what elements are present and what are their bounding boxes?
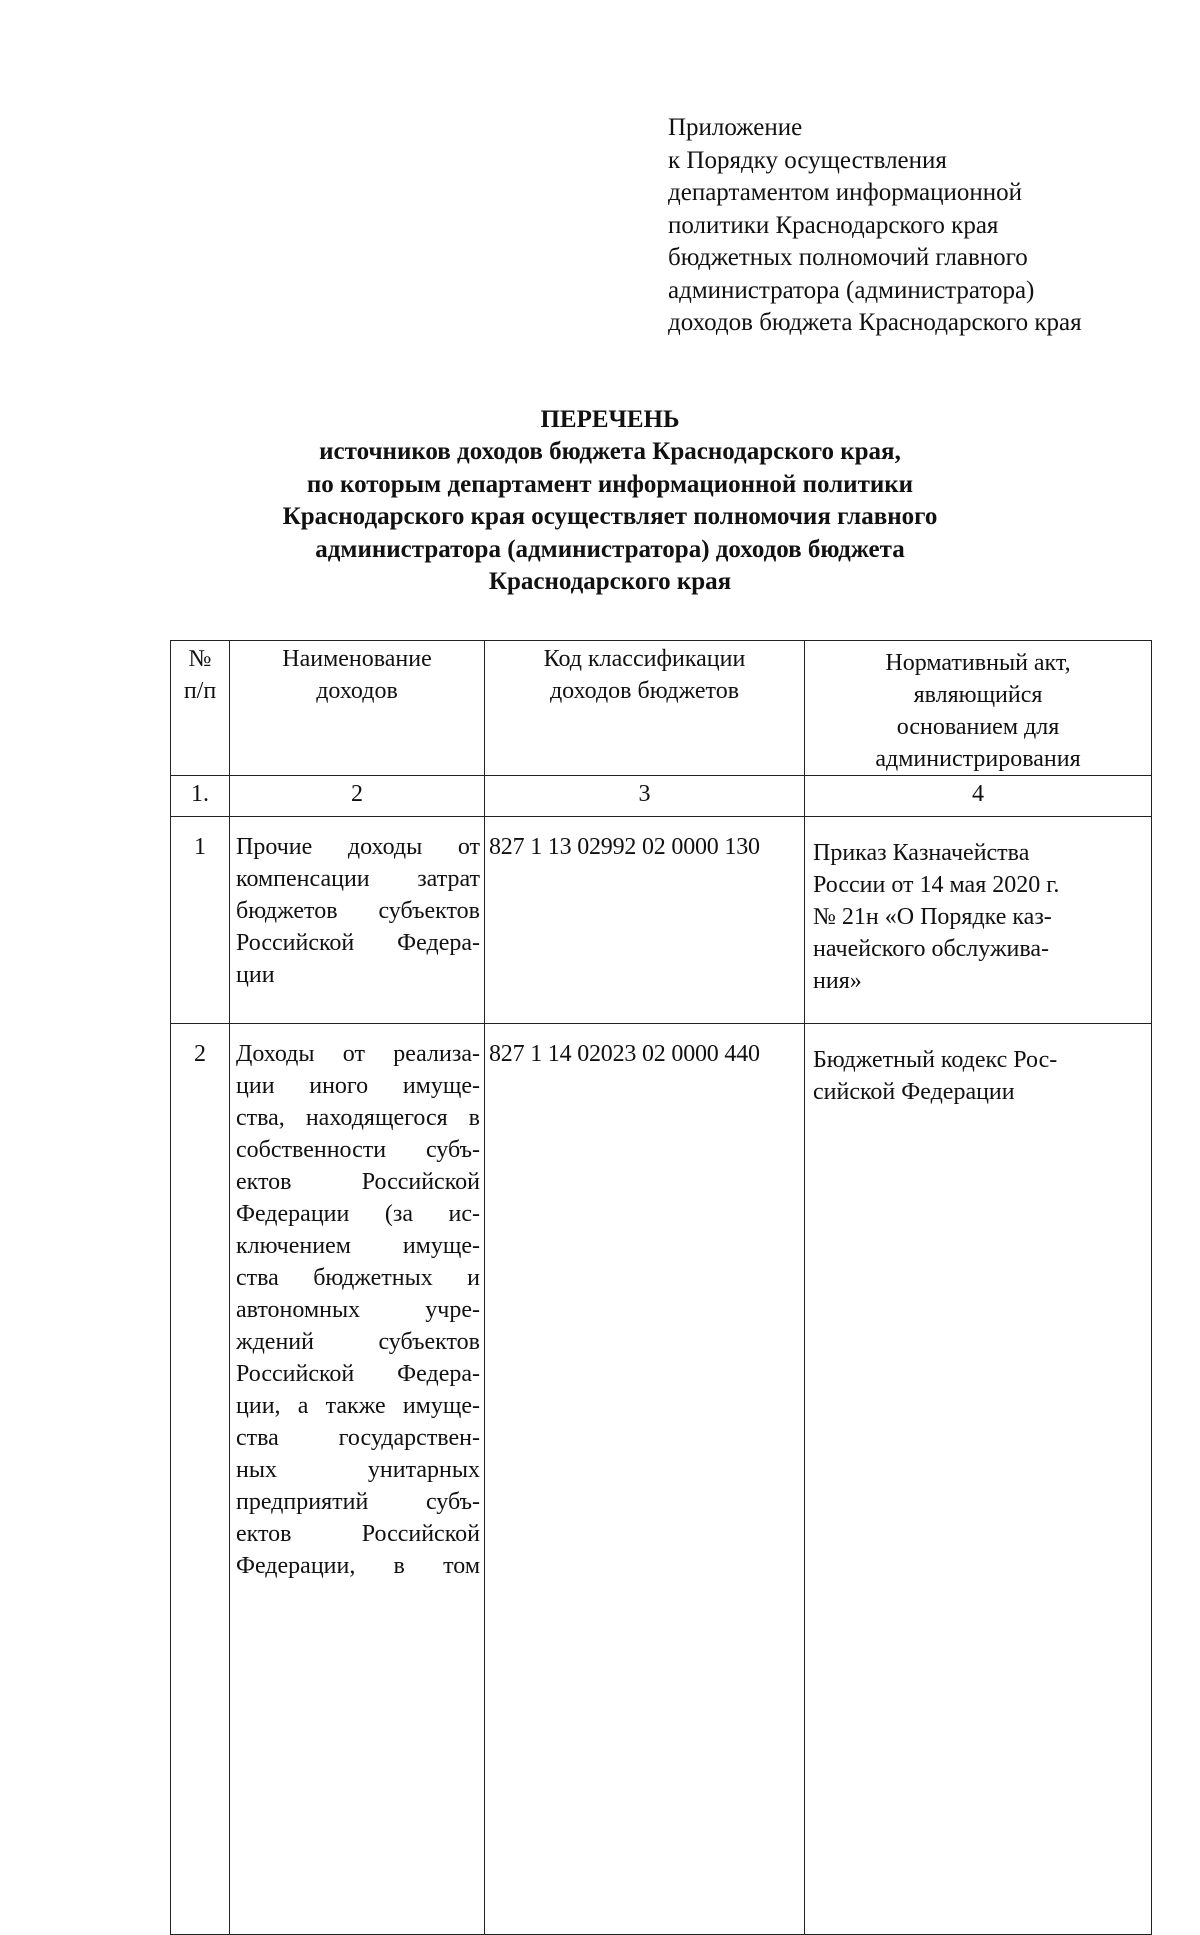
income-name-line: ции	[236, 962, 275, 988]
column-number: 2	[230, 776, 485, 817]
appendix-line: доходов бюджета Краснодарского края	[668, 309, 1082, 336]
document-title: ПЕРЕЧЕНЬ	[540, 406, 680, 433]
classification-code	[485, 817, 805, 1024]
heading-line: Краснодарского края осуществляет полномочия главного	[282, 503, 938, 531]
appendix-line: Приложение	[668, 114, 803, 141]
classification-code-text: 827 1 14 02023 02 0000 440	[489, 1041, 760, 1067]
classification-code	[485, 1024, 805, 1935]
row-number: 2	[171, 1024, 230, 1935]
header-text: администрирования	[875, 746, 1081, 772]
column-number: 1.	[171, 776, 230, 817]
income-name-line: предприятий субъ-	[236, 1489, 480, 1515]
income-name-line: ектов Российской	[236, 1521, 480, 1547]
income-name-line: бюджетов субъектов	[236, 898, 480, 924]
appendix-line: департаментом информационной	[668, 179, 1022, 206]
income-name-line: автономных учре-	[236, 1297, 480, 1323]
income-name-line: Доходы от реализа-	[236, 1041, 480, 1067]
normative-act-line: начейского обслужива-	[813, 936, 1050, 962]
income-name-line: ства, находящегося в	[236, 1105, 480, 1131]
header-text: Наименование	[282, 646, 432, 672]
income-name-line: ства государствен-	[236, 1425, 480, 1451]
income-name-line: ных унитарных	[236, 1457, 480, 1483]
income-name-line: компенсации затрат	[236, 866, 480, 892]
header-text: доходов	[316, 678, 398, 704]
income-name-line: Прочие доходы от	[236, 834, 480, 860]
income-name	[230, 1024, 485, 1935]
column-number: 3	[485, 776, 805, 817]
table-row	[171, 817, 1152, 1024]
appendix-line: бюджетных полномочий главного	[668, 244, 1028, 271]
classification-code-text: 827 1 13 02992 02 0000 130	[489, 834, 760, 860]
normative-act-line: сийской Федерации	[813, 1079, 1015, 1105]
income-name-line: Федерации (за ис-	[236, 1201, 480, 1227]
normative-act-line: России от 14 мая 2020 г.	[813, 872, 1060, 898]
appendix-block	[668, 112, 1168, 340]
normative-act-line: № 21н «О Порядке каз-	[813, 904, 1052, 930]
income-sources-table	[170, 640, 1152, 1935]
heading-line: Краснодарского края	[488, 568, 732, 596]
appendix-line: политики Краснодарского края	[668, 211, 999, 239]
income-name-line: ключением имуще-	[236, 1233, 480, 1259]
income-name-line: Российской Федера-	[236, 930, 480, 956]
income-name-line: ции иного имуще-	[236, 1073, 480, 1099]
normative-act-line: Приказ Казначейства	[813, 840, 1030, 866]
income-name-line: Федерации, в том	[236, 1553, 480, 1579]
appendix-line: администратора (администратора)	[668, 276, 1035, 304]
document-heading	[180, 404, 1040, 598]
appendix-line: к Порядку осуществления	[668, 146, 947, 174]
column-number: 4	[805, 776, 1152, 817]
income-name-line: ектов Российской	[236, 1169, 480, 1195]
header-cell-code	[485, 641, 805, 776]
header-cell-name	[230, 641, 485, 776]
normative-act-line: ния»	[813, 968, 862, 994]
header-cell-number	[171, 641, 230, 776]
normative-act-line: Бюджетный кодекс Рос-	[813, 1047, 1058, 1073]
table-header-row	[171, 641, 1152, 776]
income-name-line: ства бюджетных и	[236, 1265, 480, 1291]
heading-line: администратора (администратора) доходов бюджета	[315, 535, 905, 563]
header-text: Код классификации	[543, 646, 746, 672]
normative-act	[805, 817, 1152, 1024]
header-text: п/п	[183, 678, 217, 704]
normative-act	[805, 1024, 1152, 1935]
heading-line: по которым департамент информационной политики	[306, 470, 914, 498]
income-name-line: Российской Федера-	[236, 1361, 480, 1387]
column-number-row	[171, 776, 1152, 817]
header-cell-act	[805, 641, 1152, 776]
income-name-line: ждений субъектов	[236, 1329, 480, 1355]
row-number: 1	[171, 817, 230, 1024]
income-name-line: собственности субъ-	[236, 1137, 480, 1163]
table-row	[171, 1024, 1152, 1935]
income-name-line: ции, а также имуще-	[236, 1393, 480, 1419]
header-text: доходов бюджетов	[549, 678, 740, 704]
header-text: являющийся	[913, 682, 1043, 708]
header-text: Нормативный акт,	[885, 650, 1071, 676]
income-name	[230, 817, 485, 1024]
header-text: №	[188, 646, 212, 672]
heading-line: источников доходов бюджета Краснодарского края,	[319, 438, 901, 466]
header-text: основанием для	[896, 714, 1060, 740]
